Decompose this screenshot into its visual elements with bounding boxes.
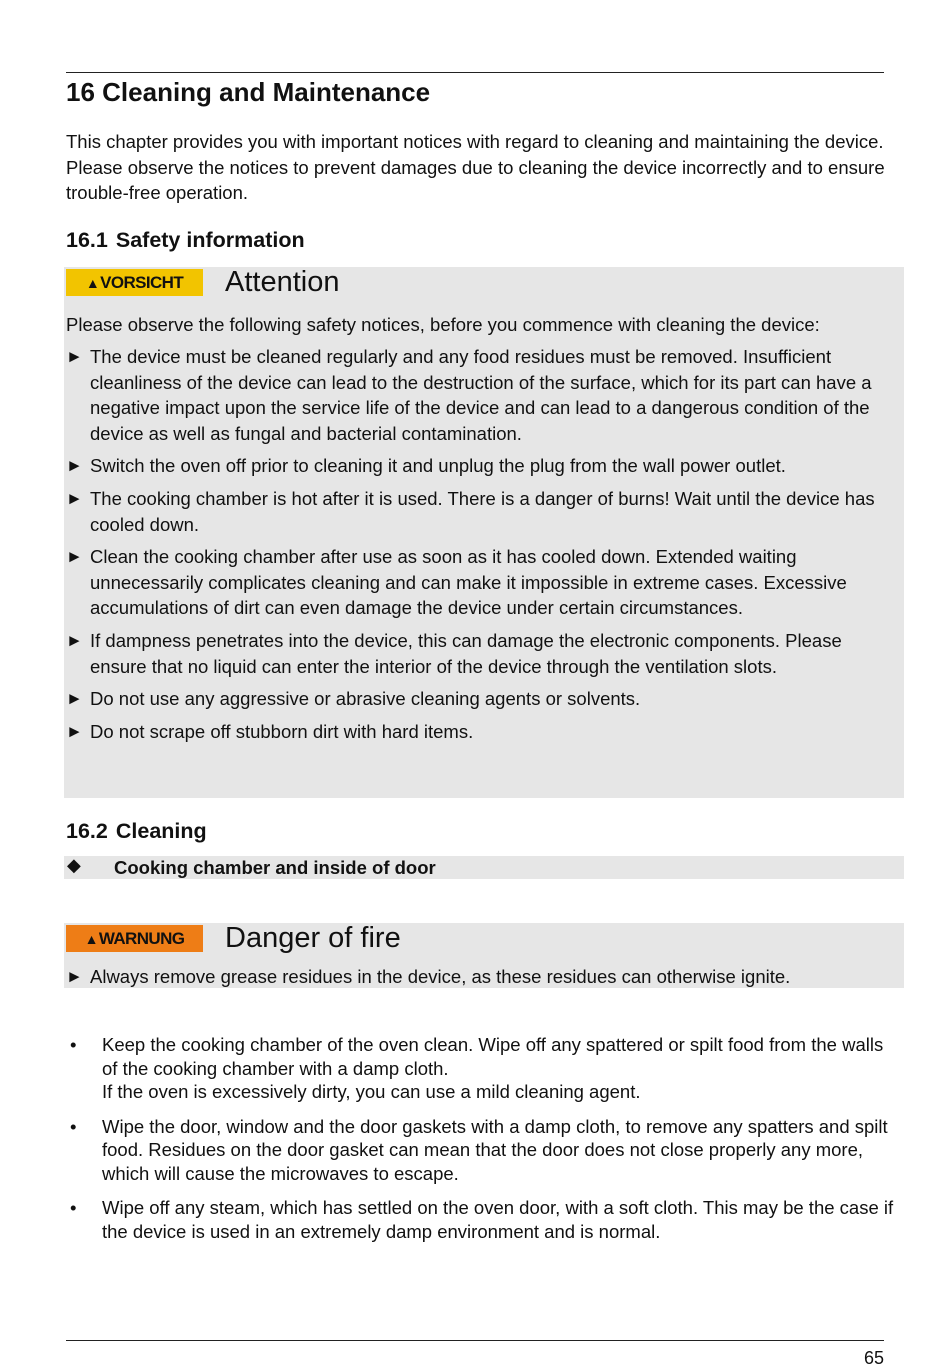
notice-lead: Please observe the following safety notices, before you commence with cleaning the device:	[66, 314, 820, 335]
list-item	[66, 544, 896, 621]
list-item	[66, 1033, 896, 1104]
arrow-right-icon: ►	[66, 489, 83, 509]
header-rule	[66, 72, 884, 73]
warning-triangle-icon: ▲	[84, 930, 98, 947]
caution-badge	[66, 269, 203, 296]
list-item-text: The device must be cleaned regularly and any food residues must be removed. Insufficient cleanliness of the device can lead to the destruction of the surface, which for its part can have a negative impact upon the service life of the device and can lead to a dangerous condition of the device as well as fungal and bacterial contamination.	[90, 346, 872, 444]
list-item-text: Wipe the door, window and the door gaskets with a damp cloth, to remove any spatters and spilt food. Residues on the door gasket can mean that the door does not close properly any more, which will cause the microwaves to escape.	[102, 1115, 888, 1184]
list-item	[66, 964, 896, 990]
list-item	[66, 453, 896, 479]
warning-badge	[66, 925, 203, 952]
list-item	[66, 344, 896, 446]
notice-title: Danger of fire	[225, 922, 401, 954]
subheading-label: Cooking chamber and inside of door	[114, 857, 436, 878]
list-item-text: Clean the cooking chamber after use as soon as it has cooled down. Extended waiting unnecessarily complicates cleaning and can make it impossible in extreme cases. Excessive accumulations of dirt can even damage the device under certain circumstances.	[90, 546, 847, 619]
attention-notice	[64, 267, 904, 798]
diamond-bullet-icon: ◆	[67, 855, 81, 875]
list-item	[66, 1196, 896, 1243]
list-item-text: Keep the cooking chamber of the oven clean. Wipe off any spattered or spilt food from the walls of the cooking chamber with a damp cloth.	[102, 1034, 884, 1079]
section-heading-safety	[66, 228, 305, 253]
list-item-text: Switch the oven off prior to cleaning it and unplug the plug from the wall power outlet.	[90, 455, 786, 477]
fire-warning-list	[66, 964, 896, 997]
list-item-text: Do not scrape off stubborn dirt with hard items.	[90, 721, 474, 743]
list-item	[66, 486, 896, 537]
list-item	[66, 628, 896, 679]
arrow-right-icon: ►	[66, 631, 83, 651]
warning-triangle-icon: ▲	[85, 274, 100, 291]
section-heading-cleaning	[66, 819, 207, 844]
list-item-text: The cooking chamber is hot after it is used. There is a danger of burns! Wait until the device has cooled down.	[90, 488, 875, 535]
arrow-right-icon: ►	[66, 689, 83, 709]
bullet-dot-icon: •	[70, 1034, 77, 1055]
footer-rule	[66, 1340, 884, 1341]
section-title: Safety information	[115, 228, 305, 252]
subheading-bar	[64, 856, 904, 879]
chapter-title: 16 Cleaning and Maintenance	[66, 77, 431, 107]
arrow-right-icon: ►	[66, 722, 83, 742]
list-item	[66, 719, 896, 745]
list-item-text: Do not use any aggressive or abrasive cleaning agents or solvents.	[90, 688, 641, 710]
list-item-text: If dampness penetrates into the device, this can damage the electronic components. Please ensure that no liquid can enter the interior of the device through the ventilation slots.	[90, 630, 842, 677]
notice-title: Attention	[225, 266, 340, 298]
page-number: 65	[863, 1348, 884, 1368]
arrow-right-icon: ►	[66, 347, 83, 366]
arrow-right-icon: ►	[66, 547, 83, 567]
list-item-extra-text: If the oven is excessively dirty, you can use a mild cleaning agent.	[102, 1081, 641, 1102]
warning-badge-label: WARNUNG	[98, 928, 185, 948]
list-item	[66, 686, 896, 712]
list-item-text: Wipe off any steam, which has settled on the oven door, with a soft cloth. This may be the case if the device is used in an extremely damp environment and is normal.	[102, 1197, 894, 1242]
section-number: 16.2	[66, 819, 108, 843]
arrow-right-icon: ►	[66, 967, 83, 986]
safety-list	[66, 344, 896, 752]
chapter-intro: This chapter provides you with important notices with regard to cleaning and maintaining the device. Please observe the notices to prevent damages due to cleaning the device incorrectly and to ensure trouble-free operation.	[66, 131, 885, 203]
arrow-right-icon: ►	[66, 456, 83, 476]
section-number: 16.1	[66, 228, 108, 252]
list-item-text: Always remove grease residues in the device, as these residues can otherwise ignite.	[90, 966, 791, 987]
bullet-dot-icon: •	[70, 1115, 77, 1137]
caution-badge-label: VORSICHT	[100, 272, 184, 292]
list-item	[66, 1115, 896, 1186]
cleaning-instructions-list	[66, 1033, 896, 1254]
fire-warning-notice	[64, 923, 904, 988]
bullet-dot-icon: •	[70, 1197, 77, 1218]
section-title: Cleaning	[115, 819, 207, 843]
